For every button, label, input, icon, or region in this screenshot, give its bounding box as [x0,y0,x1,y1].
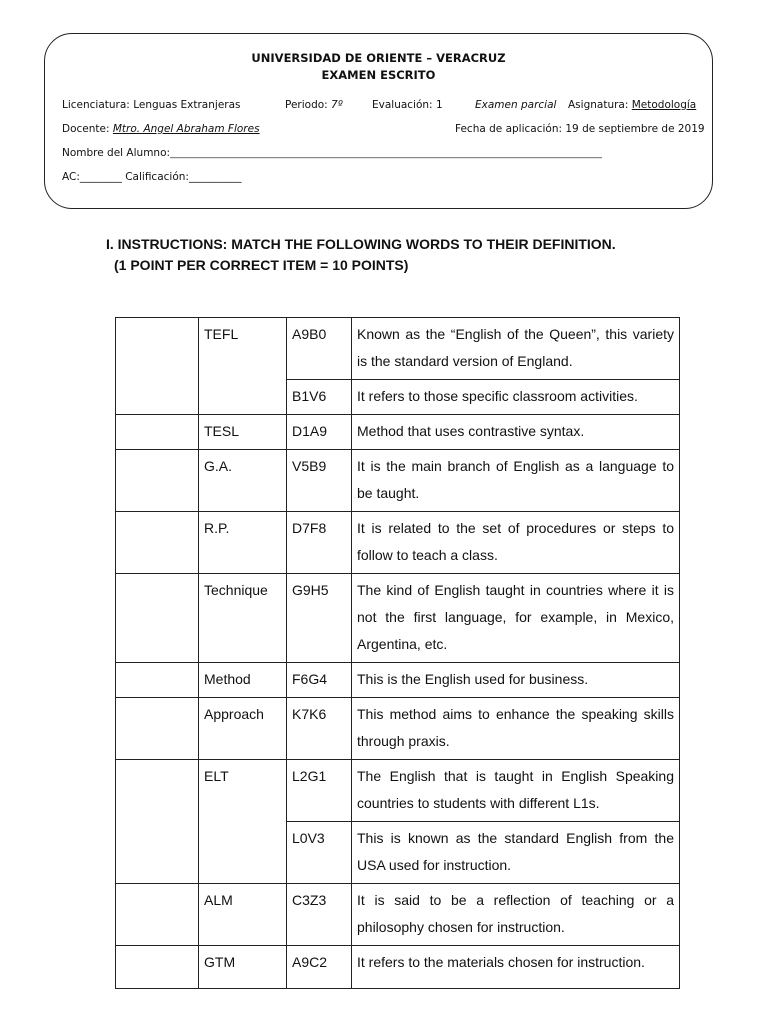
calificacion-label: Calificación: [125,171,189,183]
term-cell: ELT [199,760,287,884]
definition-cell: It refers to those specific classroom activities. [352,380,680,415]
code-cell: L0V3 [287,822,352,884]
answer-cell[interactable] [116,318,199,415]
definition-cell: It refers to the materials chosen for instruction. [352,946,680,989]
code-cell: V5B9 [287,450,352,512]
asignatura-value: Metodología [631,99,697,111]
code-cell: G9H5 [287,574,352,663]
instructions-line-1: I. INSTRUCTIONS: MATCH THE FOLLOWING WORDS TO THEIR DEFINITION. [106,236,616,252]
docente-label: Docente: [62,123,113,135]
code-cell: D1A9 [287,415,352,450]
evaluacion-label: Evaluación: [372,99,436,111]
code-cell: K7K6 [287,698,352,760]
definition-cell: Known as the “English of the Queen”, this variety is the standard version of England. [352,318,680,380]
table-row [116,512,680,574]
evaluacion-field [372,99,443,111]
term-cell: ALM [199,884,287,946]
matching-table [115,317,680,989]
definition-cell: This is known as the standard English from the USA used for instruction. [352,822,680,884]
exam-type: Examen parcial [475,99,557,111]
table-row [116,946,680,989]
answer-cell[interactable] [116,663,199,698]
licenciatura-field [62,99,241,111]
answer-cell[interactable] [116,946,199,989]
code-cell: F6G4 [287,663,352,698]
code-cell: B1V6 [287,380,352,415]
fecha-field [455,123,705,135]
code-cell: D7F8 [287,512,352,574]
term-cell: TEFL [199,318,287,415]
table-row [116,760,680,822]
answer-cell[interactable] [116,698,199,760]
table-row [116,415,680,450]
term-cell: Technique [199,574,287,663]
definition-cell: This method aims to enhance the speaking skills through praxis. [352,698,680,760]
answer-cell[interactable] [116,884,199,946]
licenciatura-label: Licenciatura: [62,99,134,111]
ac-calificacion-field[interactable] [62,171,241,183]
definition-cell: The English that is taught in English Speaking countries to students with different L1s. [352,760,680,822]
asignatura-label: Asignatura: [568,99,632,111]
term-cell: R.P. [199,512,287,574]
alumno-field[interactable] [62,147,602,159]
table-row [116,663,680,698]
answer-cell[interactable] [116,574,199,663]
docente-value: Mtro. Angel Abraham Flores [112,123,260,135]
evaluacion-value: 1 [435,99,443,111]
ac-blank[interactable]: ________ [79,171,122,183]
code-cell: A9C2 [287,946,352,989]
calificacion-blank[interactable]: __________ [188,171,242,183]
exam-title: EXAMEN ESCRITO [321,68,436,82]
code-cell: L2G1 [287,760,352,822]
definition-cell: It is related to the set of procedures or steps to follow to teach a class. [352,512,680,574]
instructions-line-2: (1 POINT PER CORRECT ITEM = 10 POINTS) [114,257,409,273]
term-cell: TESL [199,415,287,450]
definition-cell: It is said to be a reflection of teaching or a philosophy chosen for instruction. [352,884,680,946]
exam-header-box [44,33,713,209]
asignatura-field [568,99,696,111]
code-cell: A9B0 [287,318,352,380]
definition-cell: This is the English used for business. [352,663,680,698]
term-cell: GTM [199,946,287,989]
ac-label: AC: [62,171,80,183]
periodo-label: Periodo: [285,99,332,111]
alumno-label: Nombre del Alumno: [62,147,171,159]
docente-field [62,123,260,135]
periodo-value: 7º [331,99,343,111]
answer-cell[interactable] [116,760,199,884]
fecha-value: 19 de septiembre de 2019 [565,123,705,135]
definition-cell: It is the main branch of English as a language to be taught. [352,450,680,512]
answer-cell[interactable] [116,450,199,512]
definition-cell: The kind of English taught in countries where it is not the first language, for example, in Mexico, Argentina, etc. [352,574,680,663]
answer-cell[interactable] [116,512,199,574]
code-cell: C3Z3 [287,884,352,946]
table-row [116,318,680,380]
periodo-field [285,99,343,111]
term-cell: Approach [199,698,287,760]
term-cell: G.A. [199,450,287,512]
fecha-label: Fecha de aplicación: [455,123,566,135]
answer-cell[interactable] [116,415,199,450]
table-row [116,450,680,512]
licenciatura-value: Lenguas Extranjeras [133,99,241,111]
term-cell: Method [199,663,287,698]
table-row [116,884,680,946]
table-row [116,574,680,663]
alumno-blank[interactable]: ________________________________________________________________________________________________ [170,149,603,159]
university-title: UNIVERSIDAD DE ORIENTE – VERACRUZ [251,51,506,65]
table-row [116,698,680,760]
definition-cell: Method that uses contrastive syntax. [352,415,680,450]
